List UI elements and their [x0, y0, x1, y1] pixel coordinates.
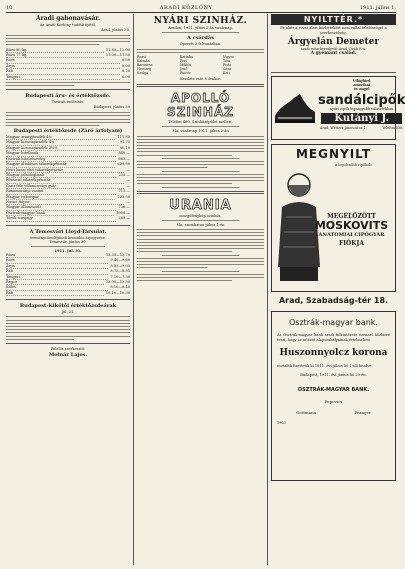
gabona-price-list	[6, 48, 130, 80]
price-item: Nasici faipar	[6, 200, 124, 205]
price-item: Árpa	[6, 264, 108, 269]
shoe-tag-1: Világhírű	[352, 79, 371, 83]
lloyd-price-list	[6, 253, 130, 296]
fiokja-label: FIÓKJA	[338, 240, 364, 247]
bank-number: 1903	[277, 420, 286, 425]
gabona-title: Aradi gabonavásár.	[35, 15, 101, 22]
sandal-headline: sandálcipők	[318, 93, 405, 108]
price-value: 80.10	[119, 145, 130, 150]
price-item: Török sorsjegy	[6, 216, 116, 221]
bank-dividend: Huszonnyolcz korona	[279, 348, 388, 359]
issue-date: 1911. július 1.	[359, 4, 396, 11]
price-value: 711.—	[118, 189, 130, 194]
bank-title: Osztrák-magyar bank.	[289, 318, 378, 327]
szinhaz-title: NYÁRI SZINHÁZ.	[153, 16, 248, 26]
price-value: 10.10—10.30	[105, 290, 130, 295]
gabona-text	[6, 35, 130, 46]
bank-body: Az Osztrák-magyar bank aradi fiókintézete ezennel közhírré teszi, hogy az intézet alapszabályainak értelmében	[277, 333, 390, 342]
kikoto-subtitle: Jul. 31.	[61, 310, 75, 315]
urania-sub: mozgófénykép színház.	[179, 213, 222, 218]
price-item: Repce	[6, 280, 104, 285]
price-value: 7.10—7.30	[110, 274, 130, 279]
price-item: Tengeri	[6, 75, 120, 80]
apollo-title: APOLLÓ SZINHÁZ	[167, 90, 234, 119]
price-value: 91.75	[119, 140, 130, 145]
moskovits-sub: ANATOMIAI CIPŐGYÁR	[318, 232, 385, 238]
price-value: 12.35—12.70	[105, 252, 130, 257]
bank-body-2: osztalék fizettetik ki 1911. évi július hó 1-től kezdve.	[277, 364, 373, 369]
price-item: Magyar jelzálogbank	[6, 173, 116, 178]
kutanyi-address: Arad, Weitzer János-utca 1.	[320, 126, 367, 130]
price-value: 13.00—13.30	[105, 279, 130, 284]
price-item: Rimamurányi vasmű	[6, 189, 116, 194]
price-value: 8.10—8.40	[110, 285, 130, 290]
cast-entry: Katinka	[180, 54, 193, 59]
price-value: 11.00—11.50	[105, 52, 130, 57]
ertek-price-list	[6, 135, 130, 222]
price-item: Árpa	[6, 64, 120, 69]
price-item: Magyar aranyjáradék 4%	[6, 135, 115, 140]
price-value: —	[126, 199, 130, 204]
cast-entry: Miklós	[180, 62, 192, 67]
price-value: 9.40—9.60	[110, 258, 130, 263]
price-value: —	[126, 183, 130, 188]
cast-entry: Pincér	[180, 70, 191, 75]
kutanyi-phone: Telefon 336.	[382, 126, 404, 130]
price-item: Magyar cukoripar	[6, 195, 115, 200]
price-item: Ganz-féle villamossági gyár	[6, 184, 124, 189]
price-item: Búza	[6, 253, 104, 258]
price-item: Zab	[6, 269, 108, 274]
price-row	[6, 291, 130, 296]
kikoto-title: Budapest-Kikötői értéktőzsdeárak	[19, 303, 117, 310]
shoe-tag-2: amerikai	[353, 83, 371, 87]
gabona-date: Arad, június 30.	[101, 28, 130, 32]
moskovits-block: MEGÉLŐZÖTT MOSKOVITS ANATOMIAI CIPŐGYÁR FIÓKJA	[312, 213, 391, 247]
budapest-date: Budapest, június 30	[93, 105, 130, 110]
szinhaz-play-desc: Operett 3 felvonásban.	[179, 42, 222, 47]
felelos-name: Molnár Lajos.	[48, 351, 88, 358]
price-value: 1900.—	[116, 210, 130, 215]
price-row	[6, 216, 130, 221]
felelos-label: Felelős szerkesztő:	[50, 346, 86, 351]
page-number: 10	[6, 4, 13, 11]
price-item: Osztrák-magyar bank	[6, 211, 114, 216]
arad-address: Arad, Szabadság-tér 18.	[278, 296, 389, 305]
szinhaz-play: A csárdás	[187, 35, 214, 42]
budapest-subtitle: Távirati tudósítás.	[51, 100, 85, 105]
argyelan-name: Árgyelán Demeter	[287, 37, 380, 48]
bank-signatures	[277, 399, 390, 404]
moskovits-name: MOSKOVITS	[314, 219, 389, 232]
price-item: Búza 80 kg.	[6, 48, 104, 53]
urania-date: Ma, szombaton július 1-én	[176, 222, 225, 227]
shoe-ad	[271, 76, 405, 140]
lloyd-head: 1911. Jul. 31.	[54, 248, 82, 253]
cast-entry: Feri	[180, 58, 187, 63]
price-item: Magyar koronajáradék 3½%	[6, 146, 118, 151]
apollo-date: Ma, vasárnap 1911. július 2-án	[172, 129, 229, 134]
signature-2: Gottmann	[296, 409, 317, 415]
budapest-title: Budapesti áru- és értéktőzsde.	[25, 93, 111, 100]
price-item: Osztrák hitelrészvény	[6, 157, 116, 162]
shoe-desc: nyári cipők legnagyobb választékban	[329, 107, 394, 111]
signature-3: Pranger	[354, 409, 371, 415]
ertek-title: Budapesti értéktőzsde (Záró árfolyam)	[13, 128, 123, 135]
apollo-sub: Telefon 460. Színházépület mellett.	[168, 119, 233, 124]
cast-entry: Jenő	[180, 66, 188, 71]
bank-notice	[271, 311, 396, 481]
cast-entry: Rezsi	[137, 54, 146, 59]
cast-entry: Herczeg	[137, 66, 152, 71]
cast-entry: Pista	[223, 62, 232, 67]
price-item: Köles	[6, 285, 108, 290]
cast-entry: Tóni	[223, 58, 231, 63]
nyiltter-title: NYILTTÉR.*	[271, 14, 396, 25]
price-value: 269.—	[118, 216, 130, 221]
cast-entry: Kálmán	[137, 58, 150, 63]
price-item: Fővárosi takarékpénztár	[6, 178, 124, 183]
column-market-reports	[6, 14, 134, 565]
nyiltter-ad	[271, 14, 396, 68]
moskovits-ad	[271, 144, 396, 292]
price-item: Bab	[6, 291, 104, 296]
price-item: Magyar általános takarékpénztár	[6, 162, 115, 167]
price-row	[6, 75, 130, 80]
newspaper-name: ARADI KÖZLÖNY	[159, 4, 213, 11]
price-item: Rozs	[6, 58, 120, 63]
uj-bolt-text: a legolcsóbb cipőbolt	[335, 163, 372, 167]
price-value: 8.75—8.95	[110, 269, 130, 274]
price-value: 8.50	[121, 58, 130, 63]
lloyd-subtitle: terménytőzsdéjének hivatalos árjegyzése.	[29, 235, 107, 240]
megnyilt-headline: MEGNYILT	[295, 147, 372, 161]
cast-entry: Baroness	[137, 62, 153, 67]
price-value: 8.20	[121, 69, 130, 74]
cast-list	[137, 55, 264, 75]
price-value: 8.85—9.05	[110, 263, 130, 268]
price-value: —	[126, 178, 130, 183]
cast-entry: Vigyor	[223, 54, 234, 59]
argyelan-desc: aradi ruha-kereskedő Arad, Deák F.-u.	[300, 47, 367, 52]
price-value: —	[126, 167, 130, 172]
price-value: 665.—	[118, 156, 130, 161]
argyelan-tag: A gyémánt család.	[310, 51, 357, 57]
price-value: 848.—	[118, 151, 130, 156]
price-item: Magyar államvasút	[6, 205, 116, 210]
bank-place: Budapest, 1911. évi június hó 29-én.	[300, 372, 367, 377]
lloyd-title: A Temesvári Lloyd-Társulat.	[29, 228, 107, 235]
price-value: 8.00	[121, 63, 130, 68]
price-value: 111.80	[117, 135, 130, 140]
kutanyi-name: Kutányi J.	[321, 113, 402, 124]
price-value: 11.80—12.00	[105, 47, 130, 52]
price-item: Búza 77 kg.	[6, 53, 104, 58]
price-value: 6.90	[121, 74, 130, 79]
shoe-tag-3: és angol	[353, 87, 370, 91]
cast-entry: Kati	[223, 70, 230, 75]
column-ads	[268, 14, 405, 565]
price-item: Pesti hazai első takarékpénztár	[6, 168, 124, 173]
szinhaz-intro: Aradon, 1911. július 2-án vasárnap.	[168, 26, 233, 30]
nyiltter-note: Ez alatt a rovat alatt közlöttekért nem vállal felelősséget a szerkesztőség.	[280, 26, 387, 35]
price-item: Rozs	[6, 258, 108, 263]
price-item: Magyar koronajáradék 4%	[6, 140, 118, 145]
price-value: 235.—	[118, 172, 130, 177]
shoe-icon	[272, 77, 318, 139]
lloyd-date: Temesvár, június 30.	[49, 239, 87, 244]
cast-entry: Géza	[223, 66, 232, 71]
signature-1: Popovics	[324, 398, 343, 404]
price-value: 736.—	[118, 205, 130, 210]
price-value: 225.50	[117, 194, 130, 199]
page-header	[6, 4, 396, 13]
price-item: Zab	[6, 69, 120, 74]
price-item: Tengeri	[6, 275, 108, 280]
cast-entry: Szolga	[137, 70, 149, 75]
szinhaz-kezdet: Kezdete este 8 órakor.	[180, 76, 221, 81]
urania-title: URANIA	[169, 197, 232, 213]
price-item: Magyar hitelbank	[6, 151, 116, 156]
bank-footer: OSZTRÁK-MAGYAR BANK.	[297, 386, 370, 393]
price-value: 629.50	[117, 162, 130, 167]
gabona-subtitle: Az Aradi Közlöny tudósítójától.	[39, 23, 97, 27]
column-theatre	[134, 14, 268, 565]
